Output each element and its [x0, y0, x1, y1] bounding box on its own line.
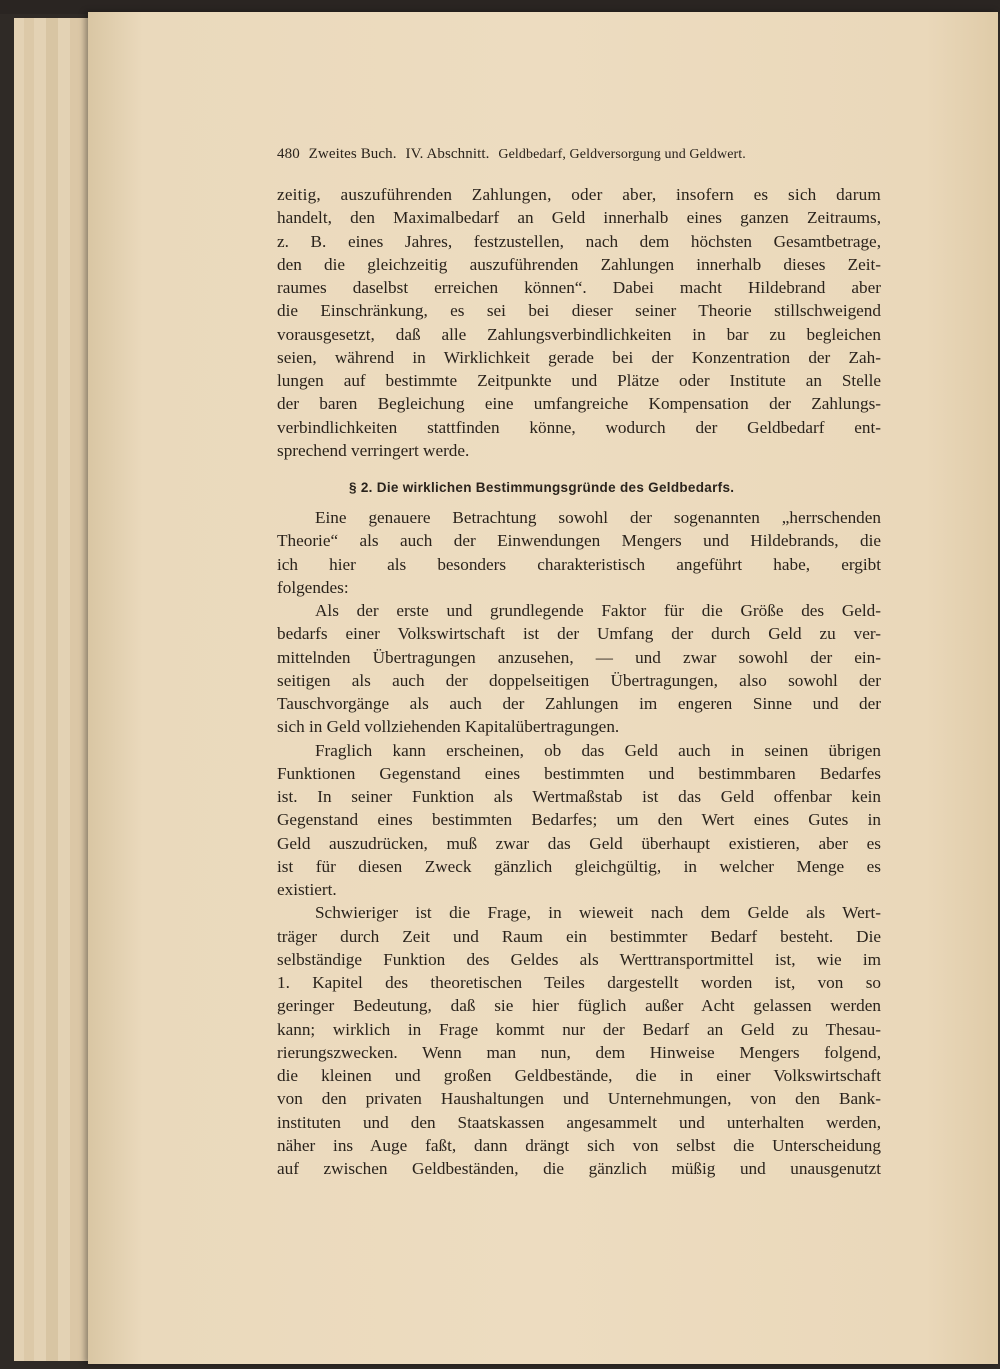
text-line: näher ins Auge faßt, dann drängt sich von selbst die Unterscheidung: [277, 1135, 881, 1155]
text-line: selbständige Funktion des Geldes als Werttransportmittel ist, wie im: [277, 949, 881, 969]
text-line: geringer Bedeutung, daß sie hier füglich außer Acht gelassen werden: [277, 996, 881, 1016]
text-line: sprechend verringert werde.: [277, 440, 470, 460]
text-line: auf zwischen Geldbeständen, die gänzlich müßig und unausgenutzt: [277, 1159, 881, 1178]
text-line: kann; wirklich in Frage kommt nur der Bedarf an Geld zu Thesau-: [277, 1019, 881, 1039]
text-line: verbindlichkeiten stattfinden könne, wodurch der Geldbedarf ent-: [277, 417, 881, 437]
running-head: [277, 146, 881, 163]
text-line: sich in Geld vollziehenden Kapitalübertragungen.: [277, 717, 620, 737]
text-line: ist. In seiner Funktion als Wertmaßstab ist das Geld offenbar kein: [277, 787, 881, 806]
page-number: 480: [277, 146, 300, 162]
text-line: Theorie“ als auch der Einwendungen Mengers und Hildebrands, die: [277, 531, 881, 551]
text-line: lungen auf bestimmte Zeitpunkte und Plätze oder Institute an Stelle: [277, 371, 881, 390]
text-line: bedarfs einer Volkswirtschaft ist der Umfang der durch Geld zu ver-: [277, 624, 881, 644]
text-line: handelt, den Maximalbedarf an Geld innerhalb eines ganzen Zeitraums,: [277, 208, 881, 228]
text-line: Fraglich kann erscheinen, ob das Geld auch in seinen übrigen: [315, 740, 881, 760]
text-line: folgendes:: [277, 577, 349, 597]
text-line: 1. Kapitel des theoretischen Teiles dargestellt worden ist, von so: [277, 973, 881, 992]
text-line: Funktionen Gegenstand eines bestimmten und bestimmbaren Bedarfes: [277, 763, 881, 783]
text-line: z. B. eines Jahres, festzustellen, nach dem höchsten Gesamtbetrage,: [277, 231, 881, 251]
text-line: rierungszwecken. Wenn man nun, dem Hinweise Mengers folgend,: [277, 1042, 881, 1062]
running-head-section: IV. Abschnitt.: [405, 146, 490, 162]
text-line: Als der erste und grundlegende Faktor für die Größe des Geld-: [315, 601, 881, 620]
text-line: Schwieriger ist die Frage, in wieweit nach dem Gelde als Wert-: [315, 903, 881, 923]
text-line: der baren Begleichung eine umfangreiche Kompensation der Zahlungs-: [277, 394, 881, 414]
text-line: seien, während in Wirklichkeit gerade bei der Konzentration der Zah-: [277, 347, 881, 367]
text-line: ich hier als besonders charakteristisch angeführt habe, ergibt: [277, 554, 881, 574]
section-heading: § 2. Die wirklichen Bestimmungsgründe des Geldbedarfs.: [349, 480, 735, 495]
text-line: Tauschvorgänge als auch der Zahlungen im engeren Sinne und der: [277, 694, 881, 713]
text-line: seitigen als auch der doppelseitigen Übertragungen, also sowohl der: [277, 670, 881, 690]
text-line: Geld auszudrücken, muß zwar das Geld überhaupt existieren, aber es: [277, 833, 881, 853]
running-head-book: Zweites Buch.: [308, 146, 397, 162]
text-line: raumes daselbst erreichen können“. Dabei macht Hildebrand aber: [277, 278, 881, 297]
text-line: ist für diesen Zweck gänzlich gleichgültig, in welcher Menge es: [277, 856, 881, 876]
text-line: existiert.: [277, 880, 337, 899]
text-line: den die gleichzeitig auszuführenden Zahlungen innerhalb dieses Zeit-: [277, 254, 881, 274]
text-line: Gegenstand eines bestimmten Bedarfes; um den Wert eines Gutes in: [277, 810, 881, 830]
section-body: [277, 506, 881, 1180]
text-line: mittelnden Übertragungen anzusehen, — und zwar sowohl der ein-: [277, 647, 881, 667]
text-line: träger durch Zeit und Raum ein bestimmter Bedarf besteht. Die: [277, 926, 881, 946]
text-line: die kleinen und großen Geldbestände, die in einer Volkswirtschaft: [277, 1066, 881, 1085]
text-line: von den privaten Haushaltungen und Unternehmungen, von den Bank-: [277, 1089, 881, 1109]
text-line: zeitig, auszuführenden Zahlungen, oder aber, insofern es sich darum: [277, 185, 881, 204]
running-head-title: Geldbedarf, Geldversorgung und Geldwert.: [498, 147, 746, 162]
paragraph-continued: [277, 183, 881, 462]
text-line: instituten und den Staatskassen angesammelt und unterhalten werden,: [277, 1112, 881, 1132]
text-line: Eine genauere Betrachtung sowohl der sogenannten „herrschenden: [315, 508, 881, 527]
text-line: vorausgesetzt, daß alle Zahlungsverbindlichkeiten in bar zu begleichen: [277, 324, 881, 344]
text-line: die Einschränkung, es sei bei dieser seiner Theorie stillschweigend: [277, 301, 881, 321]
